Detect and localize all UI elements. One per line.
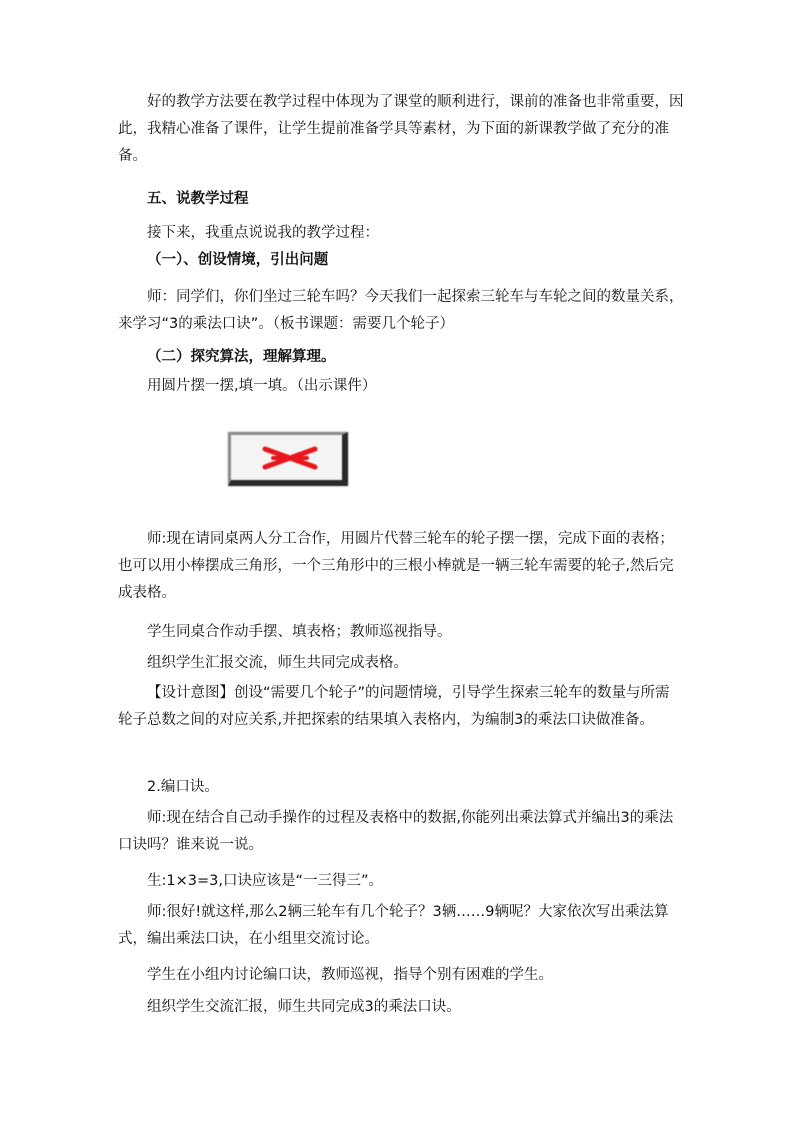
paragraph-teacher-praise: 师:很好!就这样,那么2辆三轮车有几个轮子？3辆……9辆呢？大家依次写出乘法算式，编出乘法口诀，在小组里交流讨论。 [118, 904, 669, 947]
paragraph-partner-work: 师:现在请同桌两人分工合作，用圆片代替三轮车的轮子摆一摆，完成下面的表格；也可以用小棒摆成三角形，一个三角形中的三根小棒就是一辆三轮车需要的轮子,然后完成表格。 [118, 531, 674, 601]
paragraph-student-hands-on: 学生同桌合作动手摆、填表格；教师巡视指导。 [147, 624, 452, 640]
paragraph-compile-mnemonic: 2.编口诀。 [147, 779, 219, 795]
paragraph-student-answer: 生:1×3=3,口诀应该是“一三得三”。 [147, 873, 383, 889]
broken-image-x-icon [261, 446, 319, 470]
paragraph-teacher-question: 师：同学们，你们坐过三轮车吗？今天我们一起探索三轮车与车轮之间的数量关系，来学习“3的乘法口诀”。（板书课题：需要几个轮子） [118, 289, 684, 332]
paragraph-teacher-combine: 师:现在结合自己动手操作的过程及表格中的数据,你能列出乘法算式并编出3的乘法口诀吗？谁来说一说。 [118, 810, 674, 853]
broken-image-placeholder [228, 432, 348, 486]
paragraph-intro-process: 接下来，我重点说说我的教学过程： [147, 225, 379, 241]
paragraph-group-discussion: 学生在小组内讨论编口诀，教师巡视，指导个别有困难的学生。 [147, 967, 553, 983]
paragraph-preparation: 好的教学方法要在教学过程中体现为了课堂的顺利进行，课前的准备也非常重要，因此，我精心准备了课件，让学生提前准备学具等素材，为下面的新课教学做了充分的准备。 [118, 94, 684, 164]
heading-explore-algorithm: （二）探究算法，理解算理。 [147, 349, 336, 365]
paragraph-arrange-fill: 用圆片摆一摆,填一填。（出示课件） [147, 378, 377, 394]
heading-create-situation: （一）、创设情境，引出问题 [147, 252, 329, 268]
paragraph-complete-mnemonic: 组织学生交流汇报，师生共同完成3的乘法口诀。 [147, 999, 461, 1015]
heading-teaching-process: 五、说教学过程 [147, 191, 249, 207]
paragraph-report-exchange: 组织学生汇报交流，师生共同完成表格。 [147, 655, 408, 671]
paragraph-design-intent: 【设计意图】创设“需要几个轮子”的问题情境，引导学生探索三轮车的数量与所需轮子总数之间的对应关系,并把探索的结果填入表格内，为编制3的乘法口诀做准备。 [118, 685, 670, 728]
